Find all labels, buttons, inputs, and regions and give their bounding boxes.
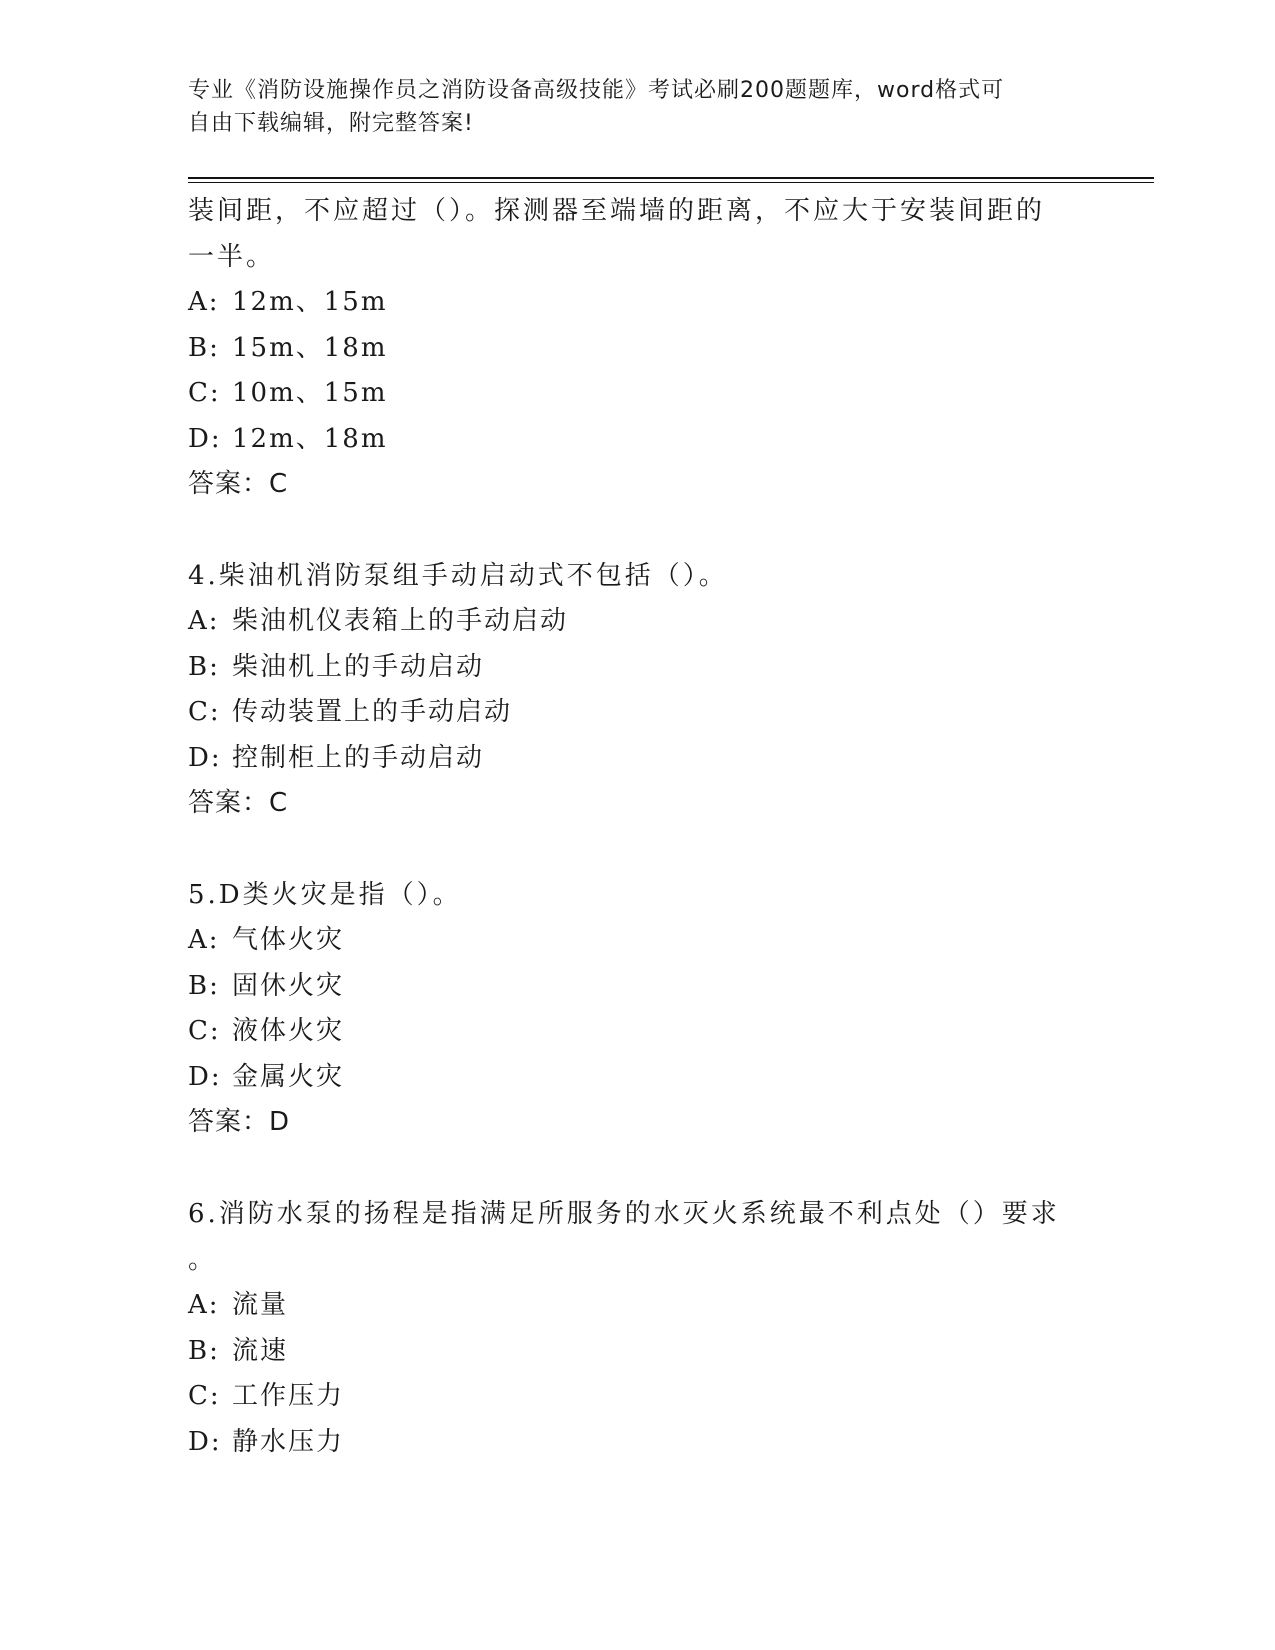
option-key: D: <box>188 1061 222 1092</box>
option-c <box>188 690 1068 736</box>
document-header <box>188 74 1068 140</box>
option-d <box>188 1420 1068 1466</box>
option-text: 固休火灾 <box>232 970 345 1001</box>
header-line-2: 自由下载编辑，附完整答案! <box>188 111 474 136</box>
question-block <box>188 1191 1068 1465</box>
option-key: D: <box>188 423 222 454</box>
option-a <box>188 918 1068 964</box>
question-stem-line: 一半。 <box>188 242 276 272</box>
option-d <box>188 1055 1068 1101</box>
option-a <box>188 280 1068 326</box>
option-text: 15m、18m <box>232 332 388 363</box>
header-divider <box>188 177 1154 179</box>
option-c <box>188 1009 1068 1055</box>
option-c <box>188 371 1068 417</box>
option-b <box>188 326 1068 372</box>
option-text: 静水压力 <box>232 1426 345 1457</box>
option-key: B: <box>188 651 220 682</box>
answer-line: 答案：D <box>188 1107 291 1137</box>
option-text: 金属火灾 <box>232 1061 345 1092</box>
option-d <box>188 417 1068 463</box>
option-key: C: <box>188 1016 221 1046</box>
option-text: 12m、18m <box>232 423 388 454</box>
option-text: 流速 <box>232 1335 289 1366</box>
option-key: C: <box>188 1381 221 1411</box>
answer-line: 答案：C <box>188 469 289 499</box>
option-text: 12m、15m <box>232 287 388 317</box>
question-list <box>188 188 1068 1465</box>
option-key: B: <box>188 1335 220 1366</box>
option-key: C: <box>188 378 221 408</box>
question-block <box>188 553 1068 826</box>
answer-line: 答案：C <box>188 788 289 818</box>
option-b <box>188 964 1068 1010</box>
option-d <box>188 736 1068 782</box>
option-key: A: <box>188 1290 220 1320</box>
option-text: 工作压力 <box>232 1381 345 1411</box>
option-a <box>188 599 1068 645</box>
option-key: A: <box>188 606 220 636</box>
option-key: B: <box>188 970 220 1001</box>
option-key: A: <box>188 287 220 317</box>
question-block <box>188 872 1068 1145</box>
option-a <box>188 1283 1068 1329</box>
option-text: 气体火灾 <box>232 925 345 955</box>
question-stem-line: 4.柴油机消防泵组手动启动式不包括（）。 <box>188 561 728 591</box>
option-c <box>188 1374 1068 1420</box>
option-text: 柴油机上的手动启动 <box>232 651 485 682</box>
option-text: 控制柜上的手动启动 <box>232 742 485 773</box>
option-key: C: <box>188 697 221 727</box>
option-b <box>188 1329 1068 1375</box>
option-key: D: <box>188 1426 222 1457</box>
option-text: 10m、15m <box>232 378 388 408</box>
option-key: B: <box>188 332 220 363</box>
option-key: A: <box>188 925 220 955</box>
option-key: D: <box>188 742 222 773</box>
option-text: 传动装置上的手动启动 <box>232 697 513 727</box>
option-text: 液体火灾 <box>232 1016 345 1046</box>
question-stem-line: 6.消防水泵的扬程是指满足所服务的水灭火系统最不利点处（）要求 <box>188 1199 1060 1229</box>
header-line-1: 专业《消防设施操作员之消防设备高级技能》考试必刷200题题库，word格式可 <box>188 78 1005 103</box>
question-stem-line: 装间距，不应超过（）。探测器至端墙的距离，不应大于安装间距的 <box>188 196 1046 226</box>
question-stem-line: 5.D类火灾是指（）。 <box>188 880 462 910</box>
option-text: 柴油机仪表箱上的手动启动 <box>232 606 569 636</box>
question-stem-line: 。 <box>188 1245 218 1275</box>
option-text: 流量 <box>232 1290 289 1320</box>
option-b <box>188 645 1068 691</box>
question-block <box>188 188 1068 507</box>
header-divider-thin <box>188 182 1154 183</box>
